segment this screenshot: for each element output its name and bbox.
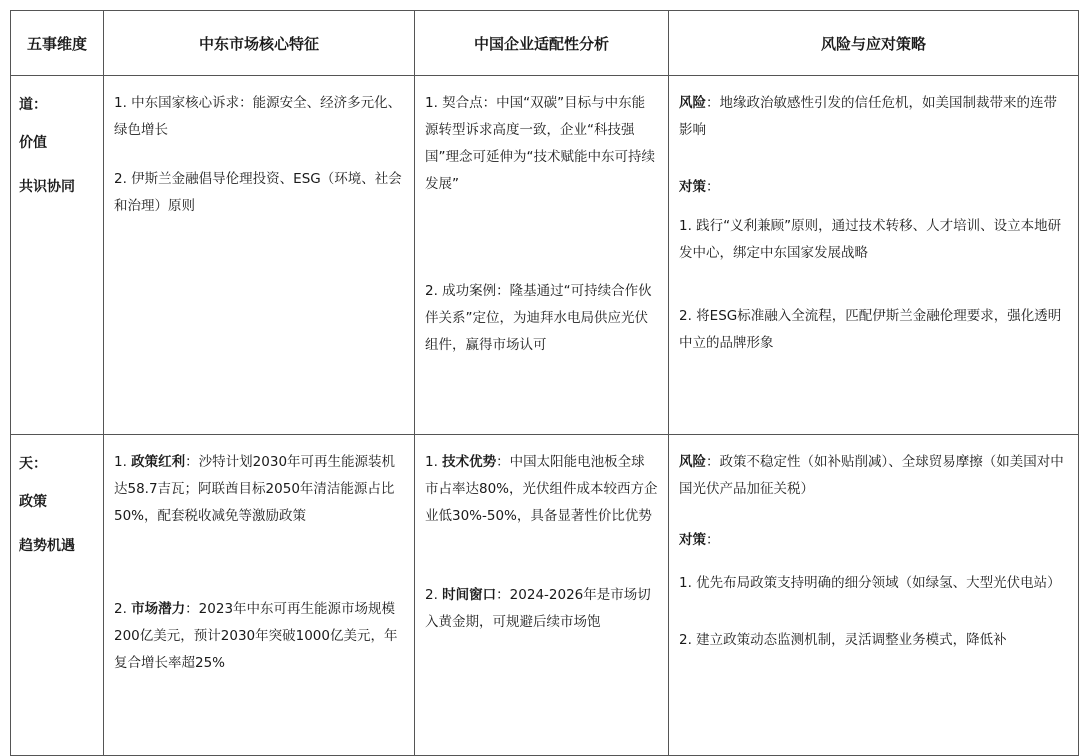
fit-label: 时间窗口 <box>442 587 497 603</box>
fit-cell <box>415 435 669 756</box>
strategy-item: 1. 践行“义利兼顾”原则，通过技术转移、人才培训、设立本地研发中心，绑定中东国家发展战略 <box>679 218 1062 261</box>
strategy-heading: 对策： <box>679 179 720 195</box>
risk-text: 风险：政策不稳定性（如补贴削减）、全球贸易摩擦（如美国对中国光伏产品加征关税） <box>679 454 1064 497</box>
five-factors-table <box>10 10 1079 756</box>
risk-label: 风险 <box>679 454 706 470</box>
dimension-sub: 趋势机遇 <box>19 538 75 554</box>
table-header-row <box>11 11 1079 76</box>
strategy-item: 1. 优先布局政策支持明确的细分领域（如绿氢、大型光伏电站） <box>679 575 1061 591</box>
features-cell <box>104 435 415 756</box>
strategy-label: 对策 <box>679 532 706 548</box>
strategy-item: 2. 建立政策动态监测机制，灵活调整业务模式，降低补 <box>679 632 1007 648</box>
risk-label: 风险 <box>679 95 706 111</box>
table-row <box>11 76 1079 435</box>
header-risk: 风险与应对策略 <box>669 11 1079 76</box>
strategy-item: 2. 将ESG标准融入全流程，匹配伊斯兰金融伦理要求，强化透明中立的品牌形象 <box>679 308 1062 351</box>
risk-cell <box>669 435 1079 756</box>
feature-label: 政策红利 <box>131 454 186 470</box>
dimension-title: 道： <box>19 97 47 113</box>
table-row <box>11 435 1079 756</box>
strategy-label: 对策 <box>679 179 706 195</box>
header-fit: 中国企业适配性分析 <box>415 11 669 76</box>
fit-item: 2. 时间窗口：2024-2026年是市场切入黄金期，可规避后续市场饱 <box>425 587 651 630</box>
header-features: 中东市场核心特征 <box>104 11 415 76</box>
fit-item: 1. 技术优势：中国太阳能电池板全球市占率达80%，光伏组件成本较西方企业低30%-50%，具备显著性价比优势 <box>425 454 658 524</box>
risk-text: 风险：地缘政治敏感性引发的信任危机，如美国制裁带来的连带影响 <box>679 95 1057 138</box>
feature-item: 1. 中东国家核心诉求：能源安全、经济多元化、绿色增长 <box>114 95 402 138</box>
feature-label: 市场潜力 <box>131 601 186 617</box>
feature-item: 2. 伊斯兰金融倡导伦理投资、ESG（环境、社会和治理）原则 <box>114 171 402 214</box>
fit-item: 2. 成功案例：隆基通过“可持续合作伙伴关系”定位，为迪拜水电局供应光伏组件，赢得市场认可 <box>425 283 652 353</box>
dimension-title: 天： <box>19 456 47 472</box>
dimension-sub: 共识协同 <box>19 179 75 195</box>
risk-cell <box>669 76 1079 435</box>
fit-cell <box>415 76 669 435</box>
header-dimension: 五事维度 <box>11 11 104 76</box>
fit-item: 1. 契合点：中国“双碳”目标与中东能源转型诉求高度一致，企业“科技强国”理念可延伸为“技术赋能中东可持续发展” <box>425 95 655 192</box>
dimension-sub: 价值 <box>19 135 47 151</box>
dimension-cell <box>11 76 104 435</box>
fit-label: 技术优势 <box>442 454 497 470</box>
dimension-sub: 政策 <box>19 494 47 510</box>
dimension-cell <box>11 435 104 756</box>
strategy-heading: 对策： <box>679 532 720 548</box>
features-cell <box>104 76 415 435</box>
feature-item: 1. 政策红利：沙特计划2030年可再生能源装机达58.7吉瓦；阿联酋目标2050年清洁能源占比50%，配套税收减免等激励政策 <box>114 454 396 524</box>
feature-item: 2. 市场潜力：2023年中东可再生能源市场规模200亿美元，预计2030年突破1000亿美元，年复合增长率超25% <box>114 601 398 671</box>
